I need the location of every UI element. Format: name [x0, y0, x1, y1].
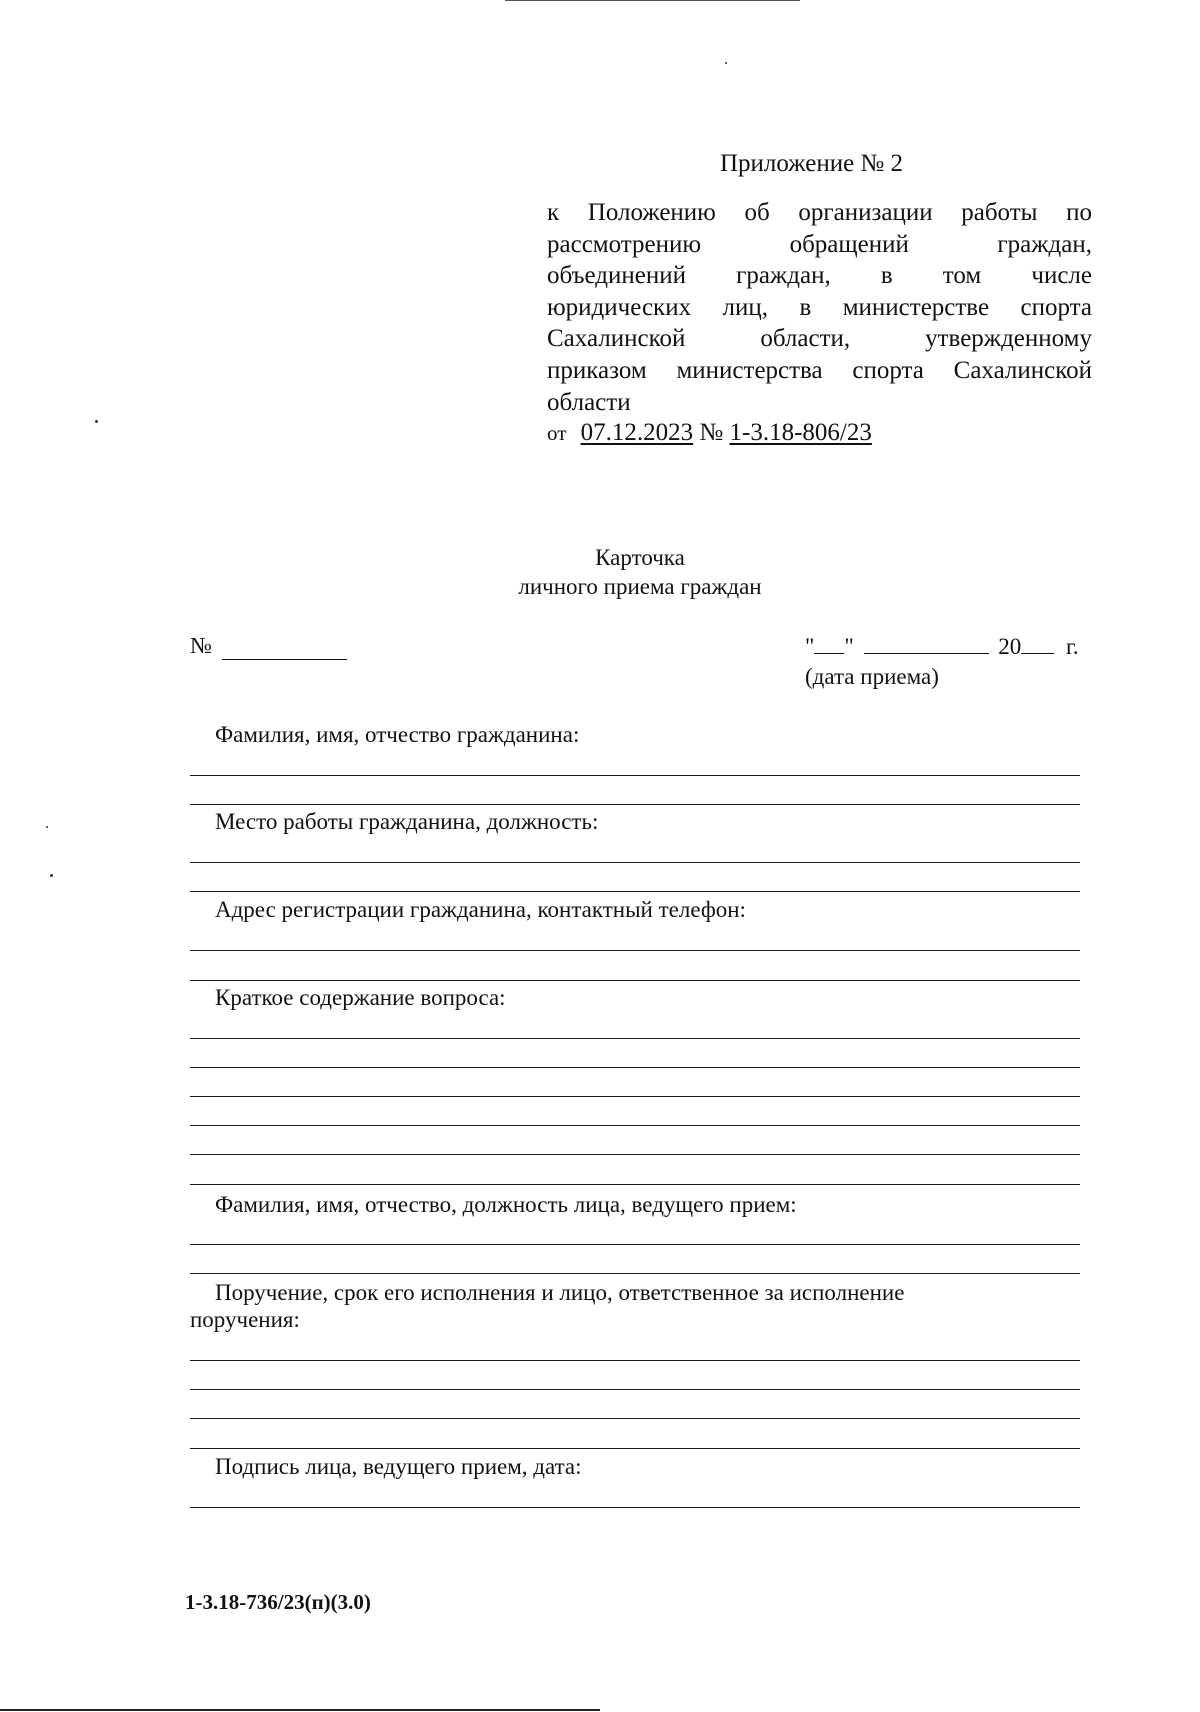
- answer-line[interactable]: [190, 862, 1080, 863]
- answer-line[interactable]: [190, 1038, 1080, 1039]
- answer-line[interactable]: [190, 1448, 1080, 1449]
- annex-body-line: области: [547, 388, 631, 416]
- card-subtitle: личного приема граждан: [518, 574, 762, 599]
- answer-line[interactable]: [190, 1418, 1080, 1419]
- scan-speck: [50, 874, 53, 877]
- annex-body-line: приказом министерства спорта Сахалинской: [547, 356, 1092, 384]
- number-sign: №: [699, 419, 724, 446]
- field-label-receiving-official: Фамилия, имя, отчество, должность лица, ведущего прием:: [215, 1192, 797, 1217]
- answer-line[interactable]: [190, 1244, 1080, 1245]
- field-label-workplace: Место работы гражданина, должность:: [215, 809, 599, 834]
- answer-line[interactable]: [190, 980, 1080, 981]
- field-label-signature: Подпись лица, ведущего прием, дата:: [215, 1454, 582, 1479]
- scan-speck: [95, 420, 98, 423]
- annex-body: [547, 197, 1092, 418]
- answer-line[interactable]: [190, 891, 1080, 892]
- annex-body-line: рассмотрению обращений граждан,: [547, 230, 1092, 258]
- scan-edge-top: [505, 0, 800, 1]
- day-field[interactable]: [814, 633, 844, 654]
- annex-body-line: к Положению об организации работы по: [547, 199, 1092, 226]
- answer-line[interactable]: [190, 775, 1080, 776]
- order-date: 07.12.2023: [580, 419, 694, 446]
- card-title: Карточка: [595, 545, 685, 570]
- signature-line[interactable]: [190, 1507, 1080, 1508]
- quote-open: ": [805, 634, 815, 659]
- document-code: 1-3.18-736/23(п)(3.0): [185, 1590, 371, 1614]
- quote-close: ": [844, 634, 854, 659]
- answer-line[interactable]: [190, 1125, 1080, 1126]
- annex-body-line: юридических лиц, в министерстве спорта: [547, 293, 1092, 321]
- card-number-field[interactable]: [222, 659, 347, 660]
- year-field[interactable]: [1021, 633, 1054, 654]
- answer-line[interactable]: [190, 1067, 1080, 1068]
- field-label-address-phone: Адрес регистрации гражданина, контактный телефон:: [215, 897, 746, 922]
- answer-line[interactable]: [190, 1154, 1080, 1155]
- field-label-question-summary: Краткое содержание вопроса:: [215, 985, 506, 1010]
- order-number: 1-3.18-806/23: [729, 419, 872, 446]
- answer-line[interactable]: [190, 950, 1080, 951]
- field-label-full-name: Фамилия, имя, отчество гражданина:: [215, 722, 580, 747]
- reception-date-line: [805, 633, 1079, 660]
- annex-body-line: Сахалинской области, утвержденному: [547, 325, 1092, 353]
- scan-edge-bottom: [0, 1709, 600, 1711]
- date-prefix: от: [547, 421, 567, 445]
- annex-body-line: объединений граждан, в том числе: [547, 262, 1092, 290]
- date-caption: (дата приема): [805, 664, 939, 689]
- year-suffix: г.: [1066, 634, 1079, 659]
- annex-title: Приложение № 2: [720, 150, 904, 177]
- scan-speck: [46, 826, 48, 828]
- month-field[interactable]: [864, 633, 989, 654]
- field-label-assignment: Поручение, срок его исполнения и лицо, ответственное за исполнение поручения:: [190, 1280, 905, 1332]
- answer-line[interactable]: [190, 1360, 1080, 1361]
- card-number-label: №: [190, 633, 212, 658]
- year-prefix: 20: [998, 634, 1022, 659]
- answer-line[interactable]: [190, 1389, 1080, 1390]
- scan-speck: [725, 62, 727, 64]
- answer-line[interactable]: [190, 1096, 1080, 1097]
- answer-line[interactable]: [190, 1184, 1080, 1185]
- answer-line[interactable]: [190, 1273, 1080, 1274]
- answer-line[interactable]: [190, 804, 1080, 805]
- annex-date-line: [547, 419, 872, 447]
